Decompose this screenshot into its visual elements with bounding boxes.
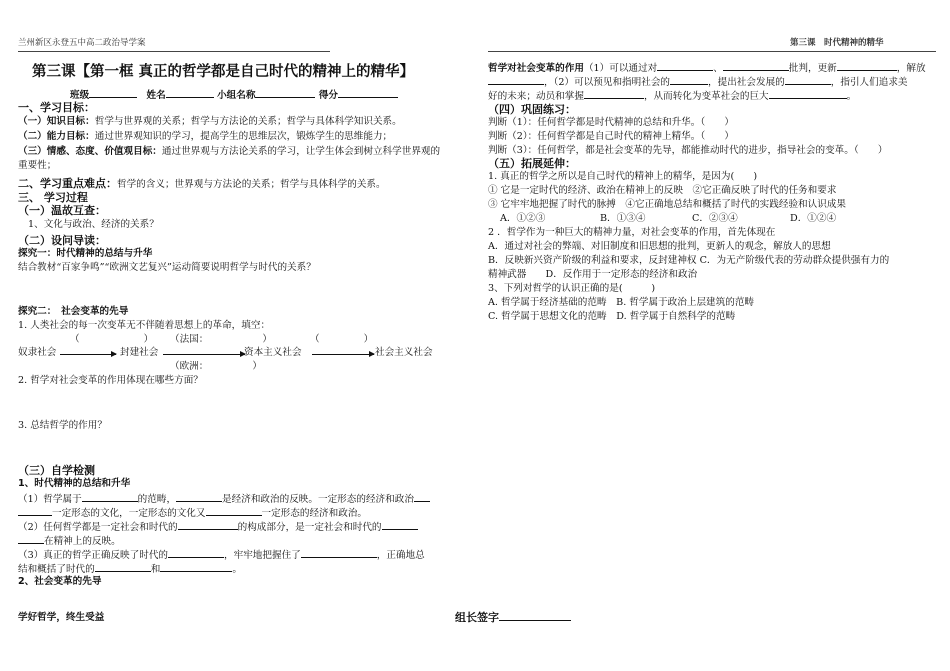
goal-knowledge: （一）知识目标：哲学与世界观的关系；哲学与方法论的关系；哲学与具体科学知识关系。 (18, 116, 402, 127)
footer-motto: 学好哲学，终生受益 (18, 612, 105, 623)
judge-1: 判断（1）：任何哲学都是时代精神的总结和升华。（ ） (488, 117, 734, 128)
question-2-opt-a[interactable]: A．通过对社会的弊端、对旧制度和旧思想的批判，更新人的观念，解放人的思想 (488, 241, 831, 252)
timeline-paren-3: （ ） (310, 334, 374, 345)
header-rule-right (488, 51, 936, 52)
fill-blank[interactable] (176, 492, 222, 502)
fill-blank[interactable] (206, 506, 262, 516)
fill-blank[interactable] (160, 562, 232, 572)
selfcheck-line-2: 一定形态的文化，一定形态的文化又 一定形态的经济和政治。 (18, 506, 367, 521)
student-info-row (70, 88, 398, 103)
goals-heading: 一、学习目标： (18, 101, 95, 114)
selfcheck-line-6: 结和概括了时代的 和 。 (18, 564, 242, 575)
group-label: 小组名称 (217, 90, 256, 101)
question-3: 3、下列对哲学的认识正确的是( ) (488, 283, 656, 294)
selfcheck-line-3: （2）任何哲学都是一定社会和时代的 的构成部分，是一定社会和时代的 (18, 520, 418, 535)
fill-blank[interactable] (837, 61, 897, 71)
explore2-q1: 1. 人类社会的每一次变革无不伴随着思想上的革命，填空： (18, 320, 271, 331)
fill-blank[interactable] (168, 548, 224, 558)
name-label: 姓名 (146, 90, 166, 101)
timeline-node-socialist: 社会主义社会 (375, 347, 433, 358)
goal-emotion-cont: 重要性； (18, 160, 57, 171)
question-1-opts-a: ① 它是一定时代的经济、政治在精神上的反映 ②它正确反映了时代的任务和要求 (488, 185, 837, 196)
guide-heading: （二）设问导读： (18, 234, 106, 247)
explore1-text: 结合教材“百家争鸣”“欧洲文艺复兴”运动简要说明哲学与时代的关系？ (18, 262, 316, 273)
explore2-q2: 2. 哲学对社会变革的作用体现在哪些方面？ (18, 375, 203, 386)
fill-blank[interactable] (301, 548, 377, 558)
fill-blank[interactable] (488, 75, 544, 85)
name-blank[interactable] (166, 88, 214, 98)
question-2: 2 ．哲学作为一种巨大的精神力量，对社会变革的作用，首先体现在 (488, 227, 776, 238)
fill-blank[interactable] (414, 492, 430, 502)
fill-blank[interactable] (82, 492, 138, 502)
consolidate-heading: （四）巩固练习： (488, 103, 576, 116)
goal-ability: （二）能力目标：通过世界观知识的学习，提高学生的思维层次，锻炼学生的思维能力； (18, 131, 393, 142)
fill-blank[interactable] (18, 506, 52, 516)
fill-blank[interactable] (769, 89, 847, 99)
timeline-paren-1: （ ） (70, 334, 154, 345)
selfcheck-s2-title: 2、社会变革的先导 (18, 576, 102, 587)
question-2-opt-cd[interactable]: 精神武器 D．反作用于一定形态的经济和政治 (488, 269, 698, 280)
key-points: 二、学习重点难点：哲学的含义；世界观与方法论的关系；哲学与具体科学的关系。 (18, 177, 386, 190)
fill-blank[interactable] (723, 61, 789, 71)
timeline-node-feudal: 封建社会 (120, 347, 159, 358)
right-line-1: 哲学对社会变革的作用（1）可以通过对 、 批判，更新 ，解放 (488, 63, 926, 74)
header-left: 兰州新区永登五中高二政治导学案 (18, 38, 146, 48)
page-title: 第三课【第一框 真正的哲学都是自己时代的精神上的精华】 (32, 64, 415, 80)
timeline-paren-4: （欧洲： ） (170, 361, 262, 372)
selfcheck-heading: （三）自学检测 (18, 464, 95, 477)
fill-blank[interactable] (95, 562, 151, 572)
right-line-3: 好的未来；动员和掌握 ，从而转化为变革社会的巨大 。 (488, 91, 857, 102)
judge-2: 判断（2）：任何哲学都是自己时代的精神上精华。（ ） (488, 131, 734, 142)
fill-blank[interactable] (178, 520, 238, 530)
score-blank[interactable] (338, 88, 398, 98)
timeline-node-capitalist: 资本主义社会 (244, 347, 302, 358)
fill-blank[interactable] (382, 520, 418, 530)
extend-heading: （五）拓展延伸： (488, 157, 576, 170)
fill-blank[interactable] (18, 534, 44, 544)
fill-blank[interactable] (657, 61, 713, 71)
question-1-choice-a[interactable]: A．①②③ (500, 213, 546, 224)
class-blank[interactable] (89, 88, 137, 98)
header-rule-left (18, 51, 330, 52)
selfcheck-line-5: （3）真正的哲学正确反映了时代的 ，牢牢地把握住了 ，正确地总 (18, 550, 425, 561)
question-2-opt-bc[interactable]: B．反映新兴资产阶级的利益和要求，反封建神权 C．为无产阶级代表的劳动群众提供强有力的 (488, 255, 890, 266)
question-3-opts-cd[interactable]: C. 哲学属于思想文化的范畴 D. 哲学属于自然科学的范畴 (488, 311, 736, 322)
class-label: 班级 (70, 90, 90, 101)
selfcheck-s1-title: 1、时代精神的总结和升华 (18, 478, 131, 489)
review-question: 1、文化与政治、经济的关系？ (28, 219, 159, 230)
timeline-arrow-2 (163, 354, 245, 355)
question-1-opts-b: ③ 它牢牢地把握了时代的脉搏 ④它正确地总结和概括了时代的实践经验和认识成果 (488, 199, 847, 210)
timeline-node-slave: 奴隶社会 (18, 347, 57, 358)
timeline-paren-2: （法国： ） (170, 334, 272, 345)
judge-3: 判断（3）：任何哲学，都是社会变革的先导，都能推动时代的进步，指导社会的变革。（ ） (488, 145, 888, 156)
explore1-title: 探究一：时代精神的总结与升华 (18, 248, 153, 259)
question-1: 1. 真正的哲学之所以是自己时代的精神上的精华，是因为( ) (488, 171, 758, 182)
explore2-title: 探究二： 社会变革的先导 (18, 306, 129, 317)
right-line-2: ，（2）可以预见和指明社会的 ，提出社会发展的 ，指引人们追求美 (488, 75, 908, 90)
header-right: 第三课 时代精神的精华 (790, 38, 884, 48)
selfcheck-line-1: （1）哲学属于 的范畴， 是经济和政治的反映。一定形态的经济和政治 (18, 492, 430, 507)
timeline-arrow-3 (312, 354, 374, 355)
fill-blank[interactable] (584, 89, 644, 99)
signature-blank[interactable] (499, 610, 571, 621)
process-heading: 三、 学习过程 (18, 191, 88, 204)
review-heading: （一）温故互查： (18, 204, 106, 217)
question-1-choice-d[interactable]: D．①②④ (790, 213, 837, 224)
score-label: 得分 (318, 90, 338, 101)
question-3-opts-ab[interactable]: A. 哲学属于经济基础的范畴 B. 哲学属于政治上层建筑的范畴 (488, 297, 755, 308)
timeline-arrow-1 (60, 354, 116, 355)
question-1-choice-b[interactable]: B．①③④ (600, 213, 646, 224)
goal-emotion: （三）情感、态度、价值观目标：通过世界观与方法论关系的学习，让学生体会到树立科学世界观的 (18, 146, 441, 157)
question-1-choice-c[interactable]: C．②③④ (692, 213, 738, 224)
footer-signature: 组长签字 (455, 610, 571, 626)
fill-blank[interactable] (670, 75, 708, 85)
fill-blank[interactable] (785, 75, 831, 85)
selfcheck-line-4: 在精神上的反映。 (18, 534, 121, 549)
explore2-q3: 3. 总结哲学的作用？ (18, 420, 107, 431)
group-blank[interactable] (255, 88, 315, 98)
